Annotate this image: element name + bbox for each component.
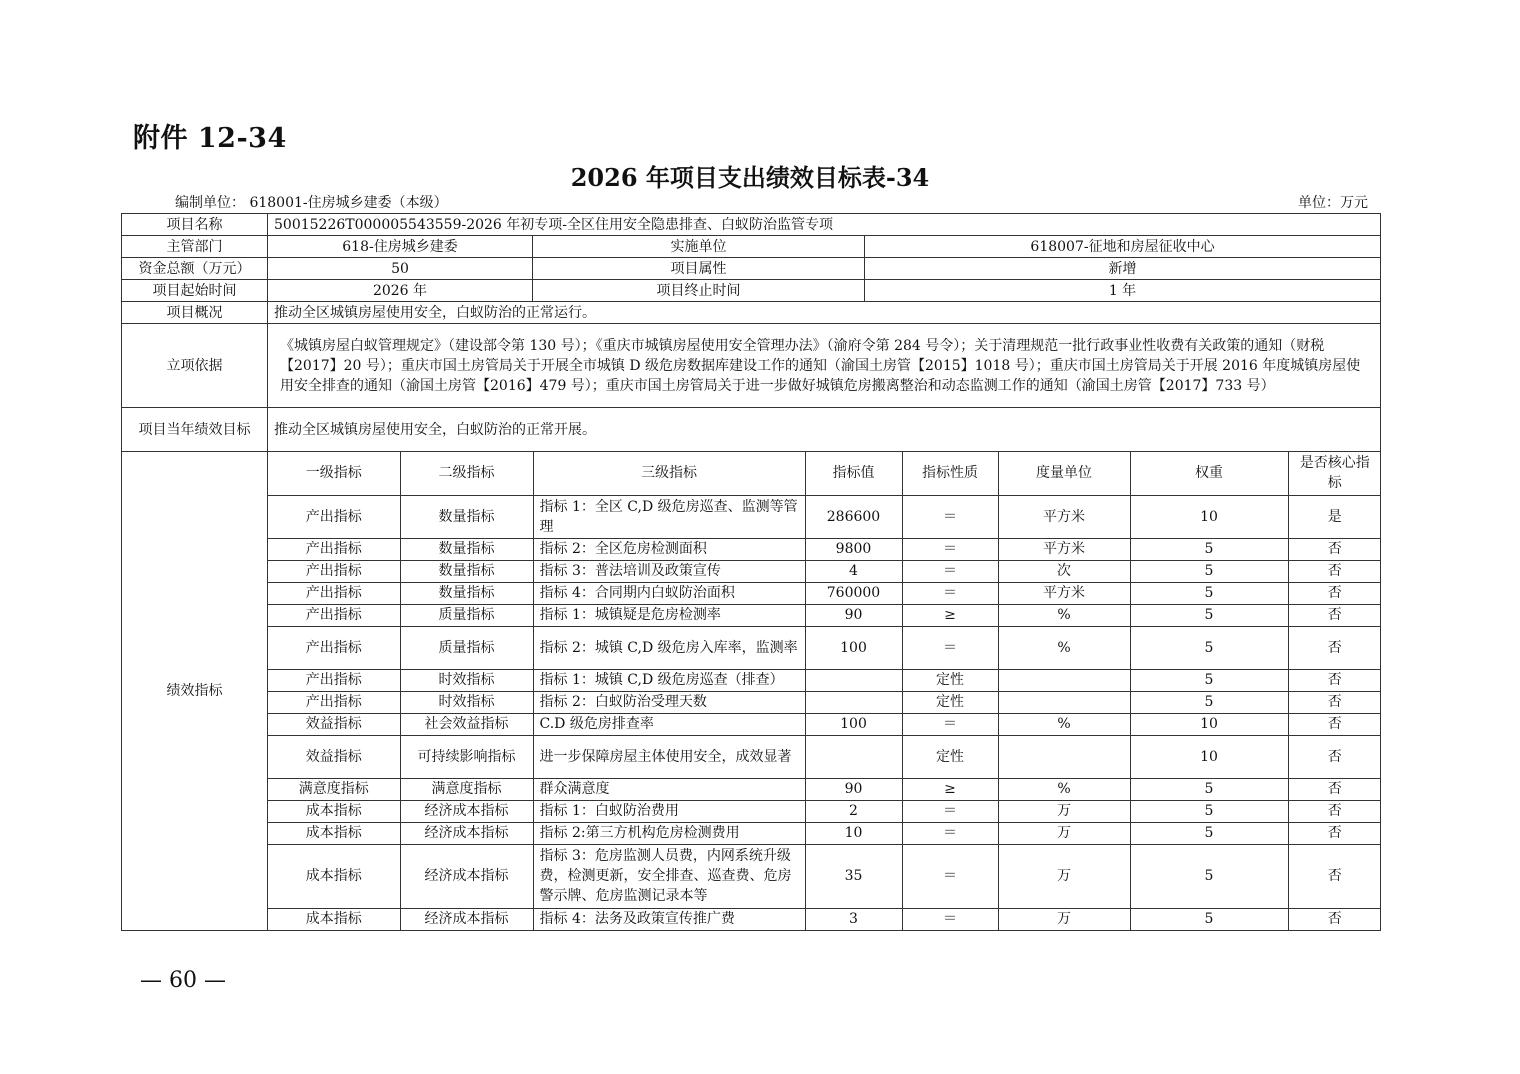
performance-table — [121, 213, 1381, 931]
cell-level3: 指标 3：普法培训及政策宣传 — [533, 560, 805, 582]
org-label: 编制单位： 618001-住房城乡建委（本级） — [175, 195, 448, 211]
cell-weight: 10 — [1130, 735, 1288, 778]
indicator-row — [268, 582, 1381, 604]
overview-value: 推动全区城镇房屋使用安全，白蚁防治的正常运行。 — [268, 302, 1381, 324]
cell-level3: 指标 1：城镇疑是危房检测率 — [533, 604, 805, 626]
cell-unit: 万 — [998, 800, 1130, 822]
indicator-row — [268, 691, 1381, 713]
cell-value: 3 — [805, 908, 902, 930]
cell-unit: 万 — [998, 908, 1130, 930]
cell-core: 否 — [1288, 822, 1381, 844]
cell-value: 286600 — [805, 495, 902, 538]
cell-level2: 数量指标 — [400, 582, 533, 604]
end-label: 项目终止时间 — [533, 280, 865, 302]
cell-level2: 时效指标 — [400, 669, 533, 691]
header-nature: 指标性质 — [902, 452, 998, 495]
cell-level1: 效益指标 — [268, 713, 400, 735]
header-level1: 一级指标 — [268, 452, 400, 495]
cell-level3: 指标 2：全区危房检测面积 — [533, 538, 805, 560]
cell-nature: ≥ — [902, 778, 998, 800]
project-name-label: 项目名称 — [122, 214, 268, 236]
cell-level3: 指标 3：危房监测人员费，内网系统升级费，检测更新，安全排查、巡查费、危房警示牌、危房监测记录本等 — [533, 844, 805, 908]
cell-level2: 经济成本指标 — [400, 908, 533, 930]
cell-level3: 指标 2:第三方机构危房检测费用 — [533, 822, 805, 844]
cell-level3: 指标 1：全区 C,D 级危房巡查、监测等管理 — [533, 495, 805, 538]
cell-nature: 定性 — [902, 669, 998, 691]
cell-weight: 5 — [1130, 844, 1288, 908]
cell-value: 760000 — [805, 582, 902, 604]
cell-core: 否 — [1288, 582, 1381, 604]
cell-unit: 万 — [998, 844, 1130, 908]
cell-weight: 5 — [1130, 908, 1288, 930]
cell-level2: 数量指标 — [400, 538, 533, 560]
goal-label: 项目当年绩效目标 — [122, 408, 268, 452]
cell-nature: ＝ — [902, 713, 998, 735]
cell-core: 否 — [1288, 669, 1381, 691]
indicator-row — [268, 669, 1381, 691]
cell-unit — [998, 735, 1130, 778]
indicator-row — [268, 495, 1381, 538]
cell-level1: 产出指标 — [268, 582, 400, 604]
cell-unit: % — [998, 626, 1130, 669]
indicator-row — [268, 800, 1381, 822]
cell-unit: % — [998, 604, 1130, 626]
cell-level2: 满意度指标 — [400, 778, 533, 800]
cell-level3: 群众满意度 — [533, 778, 805, 800]
cell-value: 35 — [805, 844, 902, 908]
indicator-row — [268, 713, 1381, 735]
indicator-row — [268, 560, 1381, 582]
start-label: 项目起始时间 — [122, 280, 268, 302]
cell-weight: 5 — [1130, 800, 1288, 822]
header-weight: 权重 — [1130, 452, 1288, 495]
cell-level1: 产出指标 — [268, 626, 400, 669]
cell-value: 2 — [805, 800, 902, 822]
cell-level1: 产出指标 — [268, 691, 400, 713]
cell-value: 9800 — [805, 538, 902, 560]
attachment-label: 附件 12-34 — [133, 123, 287, 154]
cell-nature: ＝ — [902, 538, 998, 560]
cell-unit — [998, 691, 1130, 713]
cell-core: 否 — [1288, 735, 1381, 778]
cell-core: 是 — [1288, 495, 1381, 538]
cell-level2: 经济成本指标 — [400, 800, 533, 822]
cell-weight: 5 — [1130, 822, 1288, 844]
cell-level3: 指标 4：合同期内白蚁防治面积 — [533, 582, 805, 604]
cell-weight: 5 — [1130, 691, 1288, 713]
cell-level3: 进一步保障房屋主体使用安全，成效显著 — [533, 735, 805, 778]
cell-level1: 产出指标 — [268, 669, 400, 691]
cell-nature: 定性 — [902, 691, 998, 713]
page-title: 2026 年项目支出绩效目标表-34 — [570, 163, 930, 192]
cell-value: 90 — [805, 604, 902, 626]
cell-level3: C.D 级危房排查率 — [533, 713, 805, 735]
dept-label: 主管部门 — [122, 236, 268, 258]
unit-label: 单位：万元 — [1298, 195, 1368, 211]
cell-nature: ＝ — [902, 822, 998, 844]
indicator-table — [268, 452, 1381, 930]
cell-nature: ＝ — [902, 800, 998, 822]
cell-nature: ＝ — [902, 908, 998, 930]
cell-level3: 指标 2：白蚁防治受理天数 — [533, 691, 805, 713]
cell-level1: 成本指标 — [268, 800, 400, 822]
cell-level3: 指标 4：法务及政策宣传推广费 — [533, 908, 805, 930]
cell-weight: 10 — [1130, 495, 1288, 538]
cell-unit: 平方米 — [998, 495, 1130, 538]
cell-value: 10 — [805, 822, 902, 844]
indicator-row — [268, 735, 1381, 778]
indicator-row — [268, 844, 1381, 908]
impl-label: 实施单位 — [533, 236, 865, 258]
cell-weight: 5 — [1130, 582, 1288, 604]
cell-value — [805, 669, 902, 691]
indicator-row — [268, 626, 1381, 669]
cell-level1: 成本指标 — [268, 908, 400, 930]
cell-level3: 指标 2：城镇 C,D 级危房入库率，监测率 — [533, 626, 805, 669]
cell-level2: 社会效益指标 — [400, 713, 533, 735]
cell-weight: 5 — [1130, 538, 1288, 560]
header-core: 是否核心指标 — [1288, 452, 1381, 495]
cell-value: 4 — [805, 560, 902, 582]
cell-weight: 10 — [1130, 713, 1288, 735]
cell-level2: 可持续影响指标 — [400, 735, 533, 778]
basis-value: 《城镇房屋白蚁管理规定》（建设部令第 130 号）；《重庆市城镇房屋使用安全管理办法》（渝府令第 284 号令）；关于清理规范一批行政事业性收费有关政策的通知（财税【2017】20 号）；重庆市国土房管局关于开展全市城镇 D 级危房数据库建设工作的通知（渝国土房管【2015】1018 号）；重庆市国土房管局关于开展 2016 年度城镇房屋使用安全排查的通知（渝国土房管【2016】479 号）；重庆市国土房管局关于进一步做好城镇危房搬离整治和动态监测工作的通知（渝国土房管【2017】733 号） — [268, 324, 1381, 408]
fund-value: 50 — [268, 258, 533, 280]
indicator-row — [268, 778, 1381, 800]
header-unit: 度量单位 — [998, 452, 1130, 495]
cell-weight: 5 — [1130, 604, 1288, 626]
cell-core: 否 — [1288, 844, 1381, 908]
indicator-row — [268, 604, 1381, 626]
cell-level1: 满意度指标 — [268, 778, 400, 800]
cell-level1: 效益指标 — [268, 735, 400, 778]
header-value: 指标值 — [805, 452, 902, 495]
cell-nature: 定性 — [902, 735, 998, 778]
cell-level1: 产出指标 — [268, 538, 400, 560]
cell-nature: ≥ — [902, 604, 998, 626]
indicator-header-row — [268, 452, 1381, 495]
cell-level2: 数量指标 — [400, 495, 533, 538]
cell-core: 否 — [1288, 691, 1381, 713]
cell-core: 否 — [1288, 560, 1381, 582]
cell-core: 否 — [1288, 626, 1381, 669]
basis-label: 立项依据 — [122, 324, 268, 408]
cell-level1: 产出指标 — [268, 604, 400, 626]
header-level3: 三级指标 — [533, 452, 805, 495]
cell-unit: % — [998, 713, 1130, 735]
cell-nature: ＝ — [902, 560, 998, 582]
cell-level2: 数量指标 — [400, 560, 533, 582]
cell-value — [805, 691, 902, 713]
cell-core: 否 — [1288, 713, 1381, 735]
goal-value: 推动全区城镇房屋使用安全，白蚁防治的正常开展。 — [268, 408, 1381, 452]
cell-value: 100 — [805, 626, 902, 669]
dept-value: 618-住房城乡建委 — [268, 236, 533, 258]
cell-core: 否 — [1288, 538, 1381, 560]
cell-core: 否 — [1288, 800, 1381, 822]
cell-level1: 成本指标 — [268, 844, 400, 908]
cell-weight: 5 — [1130, 669, 1288, 691]
cell-level2: 经济成本指标 — [400, 822, 533, 844]
cell-value — [805, 735, 902, 778]
cell-unit: 平方米 — [998, 538, 1130, 560]
cell-weight: 5 — [1130, 560, 1288, 582]
cell-unit: 次 — [998, 560, 1130, 582]
cell-nature: ＝ — [902, 626, 998, 669]
overview-label: 项目概况 — [122, 302, 268, 324]
cell-level1: 成本指标 — [268, 822, 400, 844]
cell-level3: 指标 1：白蚁防治费用 — [533, 800, 805, 822]
cell-level1: 产出指标 — [268, 495, 400, 538]
cell-core: 否 — [1288, 908, 1381, 930]
perf-label: 绩效指标 — [122, 452, 268, 931]
attr-label: 项目属性 — [533, 258, 865, 280]
cell-unit: 万 — [998, 822, 1130, 844]
fund-label: 资金总额（万元） — [122, 258, 268, 280]
start-value: 2026 年 — [268, 280, 533, 302]
project-name-value: 50015226T000005543559-2026 年初专项-全区住用安全隐患排查、白蚁防治监管专项 — [268, 214, 1381, 236]
cell-weight: 5 — [1130, 778, 1288, 800]
cell-core: 否 — [1288, 604, 1381, 626]
header-level2: 二级指标 — [400, 452, 533, 495]
cell-level1: 产出指标 — [268, 560, 400, 582]
cell-level2: 质量指标 — [400, 626, 533, 669]
attr-value: 新增 — [865, 258, 1381, 280]
impl-value: 618007-征地和房屋征收中心 — [865, 236, 1381, 258]
cell-nature: ＝ — [902, 582, 998, 604]
cell-level3: 指标 1：城镇 C,D 级危房巡查（排查） — [533, 669, 805, 691]
indicator-row — [268, 822, 1381, 844]
cell-level2: 经济成本指标 — [400, 844, 533, 908]
cell-weight: 5 — [1130, 626, 1288, 669]
indicator-row — [268, 908, 1381, 930]
cell-unit: 平方米 — [998, 582, 1130, 604]
cell-value: 100 — [805, 713, 902, 735]
cell-nature: ＝ — [902, 495, 998, 538]
indicator-row — [268, 538, 1381, 560]
cell-value: 90 — [805, 778, 902, 800]
cell-unit — [998, 669, 1130, 691]
end-value: 1 年 — [865, 280, 1381, 302]
cell-unit: % — [998, 778, 1130, 800]
cell-level2: 时效指标 — [400, 691, 533, 713]
cell-level2: 质量指标 — [400, 604, 533, 626]
cell-nature: ＝ — [902, 844, 998, 908]
cell-core: 否 — [1288, 778, 1381, 800]
page-number: — 60 — — [140, 968, 226, 993]
